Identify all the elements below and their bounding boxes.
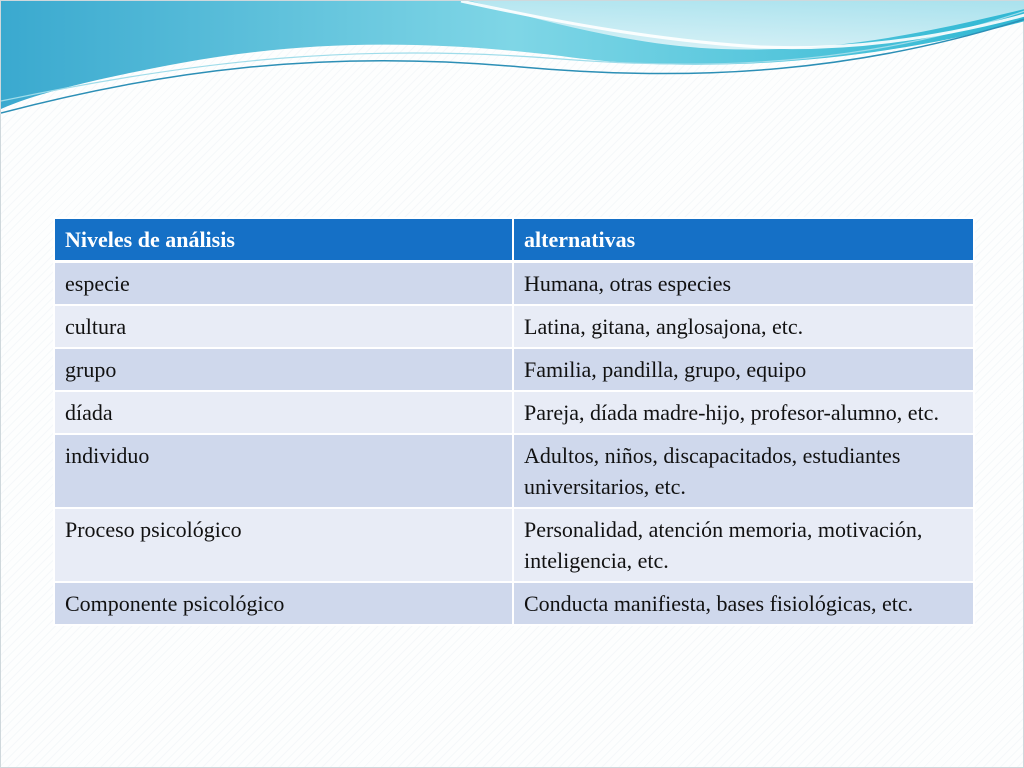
- table-row: [54, 582, 974, 625]
- alternatives-cell: Personalidad, atención memoria, motivación, inteligencia, etc.: [513, 508, 974, 582]
- level-cell: grupo: [54, 348, 513, 391]
- alternatives-cell: Latina, gitana, anglosajona, etc.: [513, 305, 974, 348]
- alternatives-cell: Adultos, niños, discapacitados, estudiantes universitarios, etc.: [513, 434, 974, 508]
- table-header-row: [54, 218, 974, 262]
- alternatives-cell: Humana, otras especies: [513, 262, 974, 306]
- level-cell: Proceso psicológico: [54, 508, 513, 582]
- level-cell: díada: [54, 391, 513, 434]
- alternatives-cell: Familia, pandilla, grupo, equipo: [513, 348, 974, 391]
- analysis-levels-table-container: [53, 217, 973, 626]
- level-cell: Componente psicológico: [54, 582, 513, 625]
- table-row: [54, 391, 974, 434]
- table-row: [54, 305, 974, 348]
- alternatives-cell: Conducta manifiesta, bases fisiológicas, etc.: [513, 582, 974, 625]
- alternatives-cell: Pareja, díada madre-hijo, profesor-alumno, etc.: [513, 391, 974, 434]
- analysis-levels-table: [53, 217, 975, 626]
- level-cell: especie: [54, 262, 513, 306]
- header-alternativas: alternativas: [513, 218, 974, 262]
- table-row: [54, 262, 974, 306]
- header-niveles: Niveles de análisis: [54, 218, 513, 262]
- level-cell: individuo: [54, 434, 513, 508]
- table-row: [54, 348, 974, 391]
- header-wave-decoration: [1, 1, 1024, 121]
- table-row: [54, 434, 974, 508]
- table-row: [54, 508, 974, 582]
- level-cell: cultura: [54, 305, 513, 348]
